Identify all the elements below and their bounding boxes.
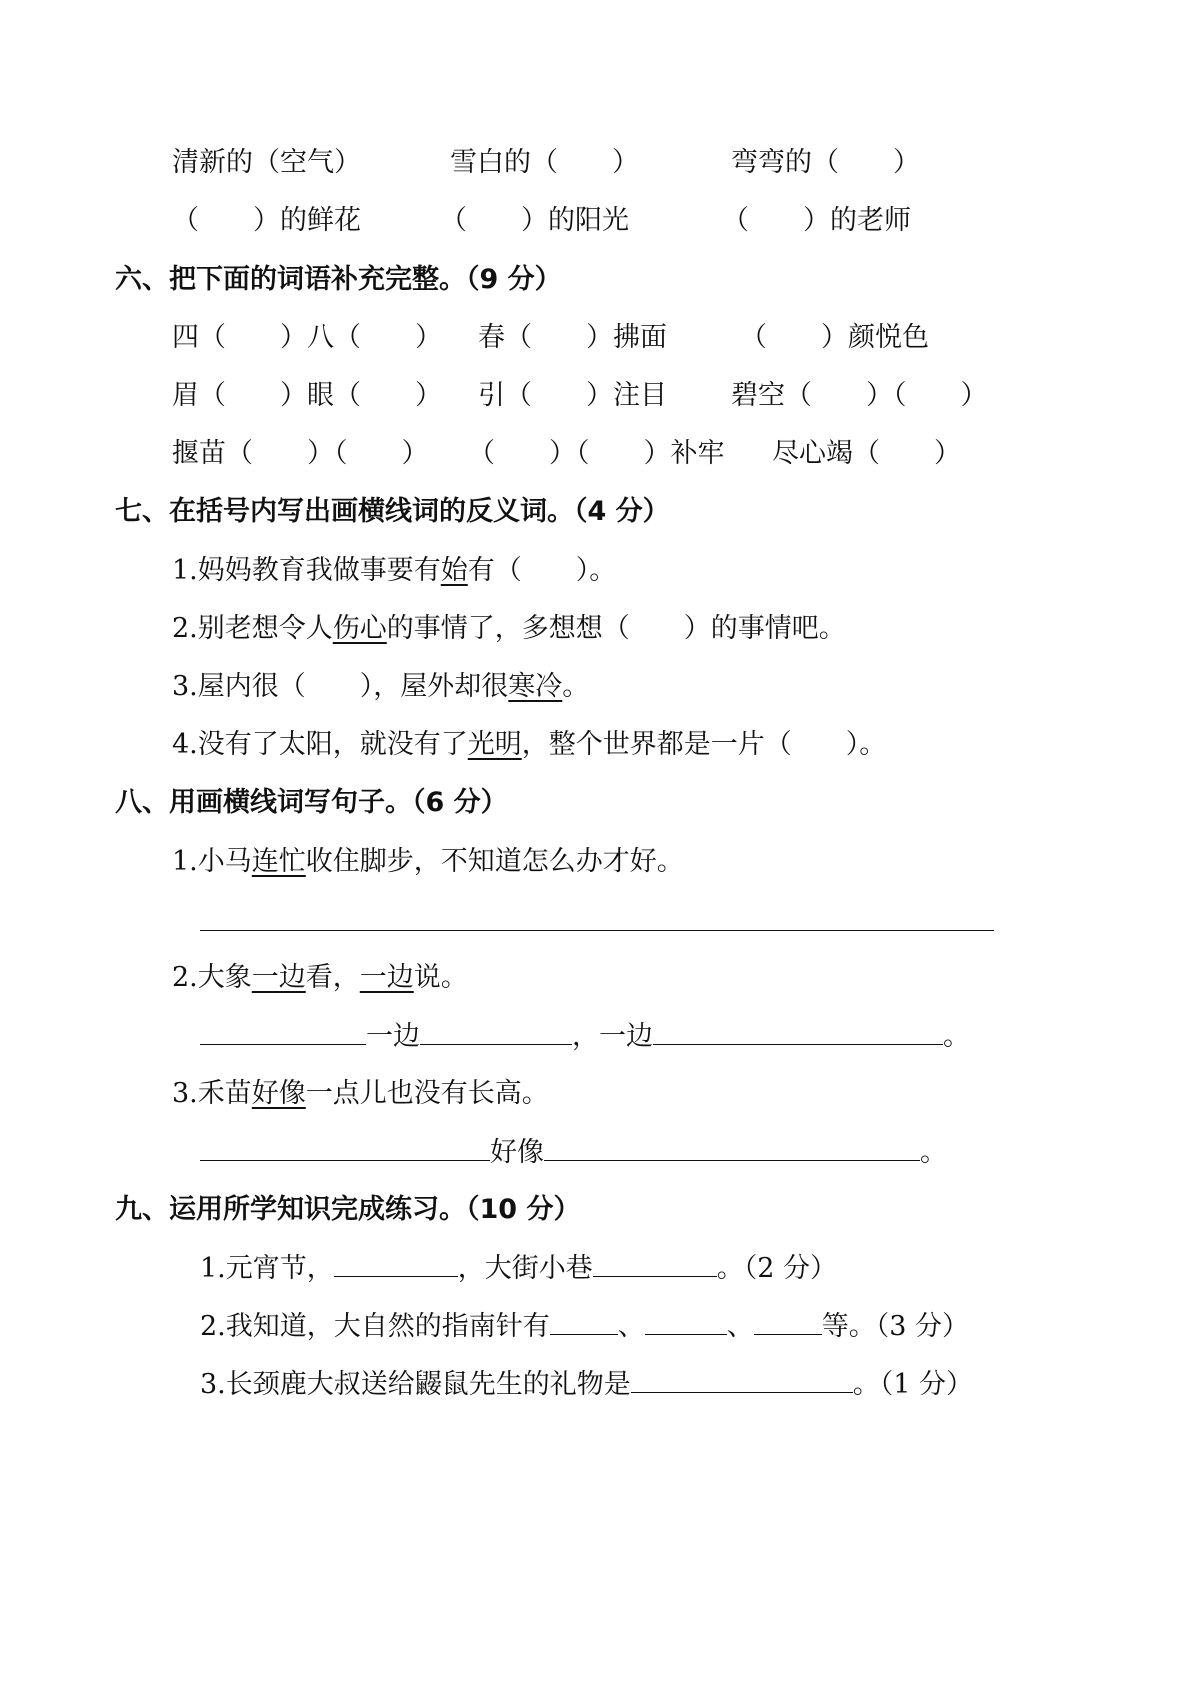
idiom-item: 引（ ）注目 [478, 380, 667, 411]
idiom-item: 碧空（ ）（ ） [731, 380, 988, 411]
sentence-text: 3.禾苗 [172, 1078, 252, 1109]
blank-connector: 好像 [490, 1137, 544, 1168]
fill-blank[interactable] [420, 1016, 572, 1045]
underlined-word: 伤心 [332, 613, 387, 644]
antonym-item-2 [172, 609, 846, 649]
sentence-text: 1.妈妈教育我做事要有 [172, 555, 441, 586]
antonym-item-4 [172, 725, 886, 765]
sentence-prompt-2 [172, 958, 468, 998]
sentence-text: 的事情了，多想想（ ）的事情吧。 [386, 613, 846, 644]
section9-title: 九、运用所学知识完成练习。（10 分） [115, 1194, 581, 1225]
word-item: 雪白的（ ） [450, 147, 639, 178]
fill-blank[interactable] [754, 1306, 822, 1335]
idiom-item: （ ）颜悦色 [740, 322, 929, 353]
sentence-text: 1.小马 [172, 846, 252, 877]
idiom-item: （ ）（ ）补牢 [468, 438, 725, 469]
word-item: （ ）的阳光 [440, 205, 629, 236]
sentence-text: 收住脚步，不知道怎么办才好。 [305, 846, 684, 877]
word-item: 弯弯的（ ） [731, 147, 920, 178]
exercise-item-3 [200, 1364, 973, 1404]
section7-title: 七、在括号内写出画横线词的反义词。（4 分） [115, 496, 670, 527]
sentence-end: 。 [920, 1137, 947, 1168]
idiom-item: 四（ ）八（ ） [172, 322, 442, 353]
underlined-word: 好像 [251, 1078, 306, 1109]
blank-connector: ，一边 [572, 1021, 653, 1052]
underlined-word: 连忙 [251, 846, 306, 877]
sentence-text: 看， [305, 962, 360, 993]
sentence-text: 4.没有了太阳，就没有了 [172, 729, 468, 760]
underlined-word: 光明 [467, 729, 522, 760]
exercise-item-2 [200, 1306, 969, 1346]
word-item: 清新的（空气） [172, 147, 361, 178]
fill-blank[interactable] [544, 1132, 920, 1161]
sentence-text: 2.大象 [172, 962, 252, 993]
idiom-item: 尽心竭（ ） [772, 438, 961, 469]
idiom-item: 眉（ ）眼（ ） [172, 380, 442, 411]
underlined-word: 始 [440, 555, 468, 586]
sentence-text: 3.长颈鹿大叔送给鼹鼠先生的礼物是 [200, 1369, 631, 1400]
sentence-text: ，整个世界都是一片（ ）。 [521, 729, 887, 760]
underlined-word: 一边 [251, 962, 306, 993]
word-item: （ ）的鲜花 [172, 205, 361, 236]
fill-blank[interactable] [593, 1248, 717, 1277]
idiom-item: 春（ ）拂面 [478, 322, 667, 353]
idiom-item: 揠苗（ ）（ ） [172, 438, 429, 469]
sentence-text: 。 [562, 671, 590, 702]
antonym-item-3 [172, 667, 589, 707]
fill-blank[interactable] [645, 1306, 727, 1335]
fill-blank[interactable] [200, 1132, 490, 1161]
sentence-text: 。（1 分） [852, 1369, 974, 1400]
sentence-text: ，大街小巷 [457, 1253, 593, 1284]
blank-connector: 一边 [366, 1021, 420, 1052]
fill-blank[interactable] [550, 1306, 618, 1335]
underlined-word: 寒冷 [508, 671, 563, 702]
sentence-end: 。 [943, 1021, 970, 1052]
word-item: （ ）的老师 [722, 205, 911, 236]
sentence-text: 一点儿也没有长高。 [305, 1078, 549, 1109]
sentence-text: 、 [617, 1311, 645, 1342]
answer-line-3 [200, 1132, 947, 1172]
sentence-text: 等。（3 分） [821, 1311, 970, 1342]
sentence-text: 、 [726, 1311, 754, 1342]
fill-blank[interactable] [631, 1364, 853, 1393]
fill-blank[interactable] [334, 1248, 458, 1277]
section6-title: 六、把下面的词语补充完整。（9 分） [115, 264, 562, 295]
sentence-text: 3.屋内很（ ），屋外却很 [172, 671, 509, 702]
fill-blank[interactable] [653, 1016, 943, 1045]
sentence-prompt-1 [172, 842, 684, 882]
exercise-item-1 [200, 1248, 837, 1288]
underlined-word: 一边 [359, 962, 414, 993]
sentence-text: 说。 [413, 962, 468, 993]
sentence-text: 2.我知道，大自然的指南针有 [200, 1311, 550, 1342]
sentence-prompt-3 [172, 1074, 549, 1114]
answer-line-2 [200, 1016, 970, 1056]
sentence-text: 有（ ）。 [467, 555, 617, 586]
answer-line-1[interactable] [200, 930, 994, 931]
antonym-item-1 [172, 551, 616, 591]
section8-title: 八、用画横线词写句子。（6 分） [115, 787, 508, 818]
sentence-text: 。（2 分） [716, 1253, 838, 1284]
sentence-text: 1.元宵节， [200, 1253, 334, 1284]
sentence-text: 2.别老想令人 [172, 613, 333, 644]
fill-blank[interactable] [200, 1016, 366, 1045]
